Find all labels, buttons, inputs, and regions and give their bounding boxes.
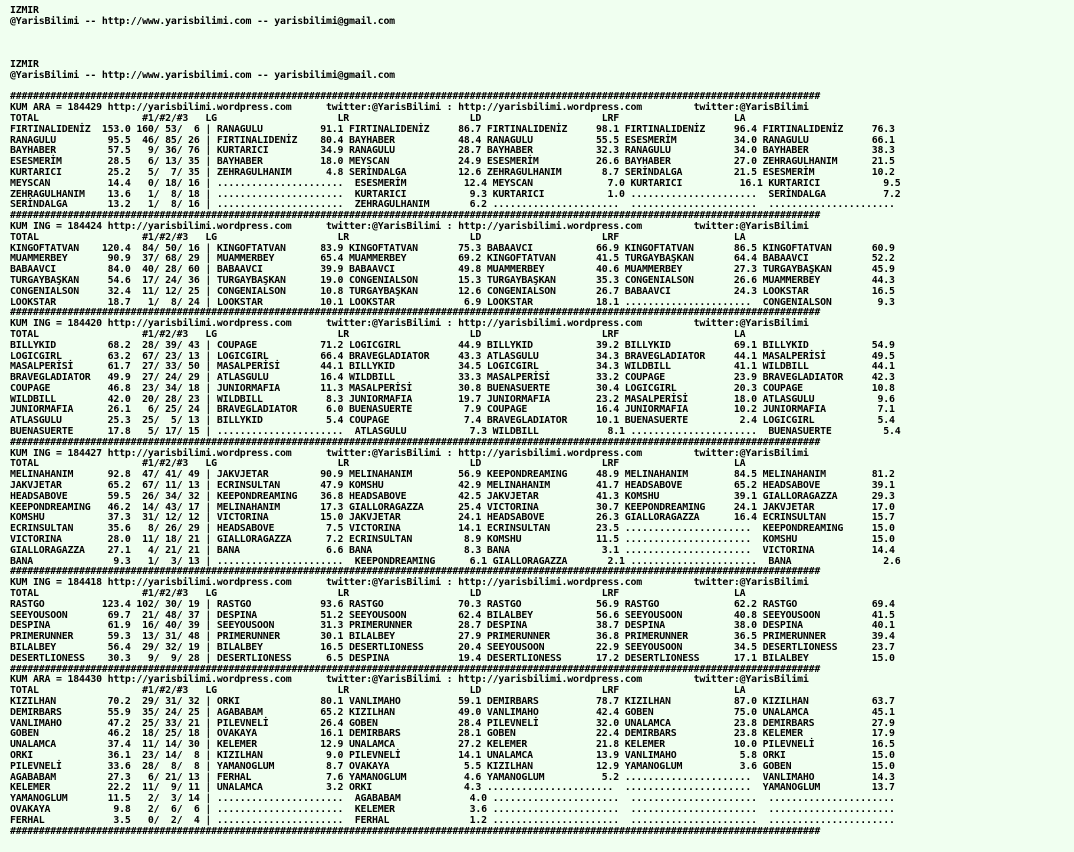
race-blocks	[10, 103, 1074, 837]
table-row: ATLASGULU 25.3 25/ 5/ 13 | BILLYKID 5.4 COUPAGE 7.4 BRAVEGLADIATOR 10.1 BUENASUERTE 2.4 LOGICGIRL 5.4	[10, 415, 895, 427]
race-header: KUM ARA = 184429 http://yarisbilimi.wordpress.com twitter:@YarisBilimi : http://yarisbilimi.wordpress.com twitter:@YarisBilimi	[10, 102, 809, 114]
table-row: DESERTLIONESS 30.3 9/ 9/ 28 | DESERTLIONESS 6.5 DESPINA 19.4 DESERTLIONESS 17.2 DESERTLIONESS 17.1 BILALBEY 15.0	[10, 652, 895, 664]
table-row: VICTORINA 28.0 11/ 18/ 21 | GIALLORAGAZZA 7.2 ECRINSULTAN 8.9 KOMSHU 11.5 ...................... KOMSHU 15.0	[10, 534, 895, 546]
spacer	[10, 38, 1074, 49]
table-row: VANLIMAHO 47.2 25/ 33/ 21 | PILEVNELİ 26.4 GOBEN 28.4 PILEVNELİ 32.0 UNALAMCA 23.8 DEMIRBARS 27.9	[10, 717, 895, 729]
spacer	[10, 49, 1074, 60]
table-row: PILEVNELİ 33.6 28/ 8/ 8 | YAMANOGLUM 8.7 OVAKAYA 5.5 KIZILHAN 12.9 YAMANOGLUM 3.6 GOBEN 15.0	[10, 760, 895, 772]
separator: #############################################################################################################################################	[10, 210, 821, 222]
separator: #############################################################################################################################################	[10, 436, 821, 448]
table-row: JAKVJETAR 65.2 67/ 11/ 13 | ECRINSULTAN 47.9 KOMSHU 42.9 MELINAHANIM 41.7 HEADSABOVE 65.2 HEADSABOVE 39.1	[10, 480, 895, 492]
separator: #############################################################################################################################################	[10, 566, 821, 578]
table-row: SERİNDALGA 13.2 1/ 8/ 16 | ...................... ZEHRAGULHANIM 6.2 ...................... ...................... ......................	[10, 199, 895, 211]
column-header: TOTAL #1/#2/#3 LG LR LD LRF LA	[10, 685, 746, 697]
table-row: KOMSHU 37.3 31/ 12/ 12 | VICTORINA 15.0 JAKVJETAR 24.1 HEADSABOVE 26.3 GIALLORAGAZZA 16.4 ECRINSULTAN 15.7	[10, 512, 895, 524]
separator: #############################################################################################################################################	[10, 307, 821, 319]
race-header: KUM ING = 184418 http://yarisbilimi.wordpress.com twitter:@YarisBilimi : http://yarisbilimi.wordpress.com twitter:@YarisBilimi	[10, 577, 809, 589]
table-row: BABAAVCI 84.0 40/ 28/ 60 | BABAAVCI 39.9 BABAAVCI 49.8 MUAMMERBEY 40.6 MUAMMERBEY 27.3 TURGAYBAŞKAN 45.9	[10, 264, 895, 276]
table-row: ECRINSULTAN 35.6 8/ 26/ 29 | HEADSABOVE 7.5 VICTORINA 14.1 ECRINSULTAN 23.5 ...................... KEEPONDREAMING 15.0	[10, 523, 895, 535]
page-title-repeat: IZMIR	[10, 58, 39, 70]
table-row: TURGAYBAŞKAN 54.6 17/ 24/ 36 | TURGAYBAŞKAN 19.0 CONGENIALSON 15.3 TURGAYBAŞKAN 35.3 CONGENIALSON 26.6 MUAMMERBEY 44.3	[10, 274, 895, 286]
table-row: OVAKAYA 9.8 2/ 6/ 6 | ...................... KELEMER 3.6 ...................... ...................... ......................	[10, 803, 895, 815]
table-row: JUNIORMAFIA 26.1 6/ 25/ 24 | BRAVEGLADIATOR 6.0 BUENASUERTE 7.9 COUPAGE 16.4 JUNIORMAFIA 10.2 JUNIORMAFIA 7.1	[10, 404, 895, 416]
race-header: KUM ARA = 184430 http://yarisbilimi.wordpress.com twitter:@YarisBilimi : http://yarisbilimi.wordpress.com twitter:@YarisBilimi	[10, 674, 809, 686]
table-row: LOOKSTAR 18.7 1/ 8/ 24 | LOOKSTAR 10.1 LOOKSTAR 6.9 LOOKSTAR 18.1 ...................... CONGENIALSON 9.3	[10, 296, 895, 308]
table-row: KELEMER 22.2 11/ 9/ 11 | UNALAMCA 3.2 ORKI 4.3 ...................... ...................... YAMANOGLUM 13.7	[10, 782, 895, 794]
column-header: TOTAL #1/#2/#3 LG LR LD LRF LA	[10, 458, 746, 470]
race-header: KUM ING = 184427 http://yarisbilimi.wordpress.com twitter:@YarisBilimi : http://yarisbilimi.wordpress.com twitter:@YarisBilimi	[10, 447, 809, 459]
separator: #############################################################################################################################################	[10, 663, 821, 675]
table-row: WILDBILL 42.0 20/ 28/ 23 | WILDBILL 8.3 JUNIORMAFIA 19.7 JUNIORMAFIA 23.2 MASALPERİSİ 18.0 ATLASGULU 9.6	[10, 393, 895, 405]
table-row: FERHAL 3.5 0/ 2/ 4 | ...................... FERHAL 1.2 ...................... ...................... ......................	[10, 814, 895, 826]
table-row: MASALPERİSİ 61.7 27/ 33/ 50 | MASALPERİSİ 44.1 BILLYKID 34.5 LOGICGIRL 34.3 WILDBILL 41.1 WILDBILL 44.1	[10, 361, 895, 373]
table-row: CONGENIALSON 32.4 11/ 12/ 25 | CONGENIALSON 10.8 TURGAYBAŞKAN 12.6 CONGENIALSON 26.7 BABAAVCI 24.3 LOOKSTAR 16.5	[10, 285, 895, 297]
table-row: GIALLORAGAZZA 27.1 4/ 21/ 21 | BANA 6.6 BANA 8.3 BANA 3.1 ...................... VICTORINA 14.4	[10, 544, 895, 556]
contact-line: @YarisBilimi -- http://www.yarisbilimi.com -- yarisbilimi@gmail.com	[10, 15, 395, 27]
column-header: TOTAL #1/#2/#3 LG LR LD LRF LA	[10, 231, 746, 243]
table-row: MEYSCAN 14.4 0/ 18/ 16 | ...................... ESESMERİM 12.4 MEYSCAN 7.0 KURTARICI 16.1 KURTARICI 9.5	[10, 177, 901, 189]
page-title: IZMIR	[10, 5, 39, 16]
table-row: GOBEN 46.2 18/ 25/ 18 | OVAKAYA 16.1 DEMIRBARS 28.1 GOBEN 22.4 DEMIRBARS 23.8 KELEMER 17.9	[10, 728, 895, 740]
table-row: COUPAGE 46.8 23/ 34/ 18 | JUNIORMAFIA 11.3 MASALPERİSİ 30.8 BUENASUERTE 30.4 LOGICGIRL 20.3 COUPAGE 10.8	[10, 382, 895, 394]
table-row: AGABABAM 27.3 6/ 21/ 13 | FERHAL 7.6 YAMANOGLUM 4.6 YAMANOGLUM 5.2 ...................... VANLIMAHO 14.3	[10, 771, 895, 783]
spacer	[10, 28, 1074, 39]
table-row: RASTGO 123.4 102/ 30/ 19 | RASTGO 93.6 RASTGO 70.3 RASTGO 56.9 RASTGO 62.2 RASTGO 69.4	[10, 598, 895, 610]
table-row: RANAGULU 95.5 46/ 85/ 26 | FIRTINALIDENİZ 80.4 BAYHABER 48.4 RANAGULU 55.5 ESESMERİM 34.0 RANAGULU 66.1	[10, 134, 895, 146]
table-row: SEEYOUSOON 69.7 21/ 48/ 37 | DESPINA 51.2 SEEYOUSOON 62.4 BILALBEY 56.6 SEEYOUSOON 40.8 SEEYOUSOON 41.5	[10, 609, 895, 621]
race-header: KUM ING = 184424 http://yarisbilimi.wordpress.com twitter:@YarisBilimi : http://yarisbilimi.wordpress.com twitter:@YarisBilimi	[10, 220, 809, 232]
table-row: ZEHRAGULHANIM 13.6 1/ 8/ 18 | ...................... KURTARICI 9.3 KURTARICI 1.0 ...................... SERİNDALGA 7.2	[10, 188, 901, 200]
table-row: KURTARICI 25.2 5/ 7/ 35 | ZEHRAGULHANIM 4.8 SERİNDALGA 12.6 ZEHRAGULHANIM 8.7 SERİNDALGA 21.5 ESESMERİM 10.2	[10, 166, 895, 178]
table-row: HEADSABOVE 59.5 26/ 34/ 32 | KEEPONDREAMING 36.8 HEADSABOVE 42.5 JAKVJETAR 41.3 KOMSHU 39.1 GIALLORAGAZZA 29.3	[10, 490, 895, 502]
table-row: YAMANOGLUM 11.5 2/ 3/ 14 | ...................... AGABABAM 4.0 ...................... ...................... ......................	[10, 793, 895, 805]
table-row: KEEPONDREAMING 46.2 14/ 43/ 17 | MELINAHANIM 17.3 GIALLORAGAZZA 25.4 VICTORINA 30.7 KEEPONDREAMING 24.1 JAKVJETAR 17.0	[10, 501, 895, 513]
table-row: DEMIRBARS 55.9 35/ 24/ 25 | AGABABAM 65.2 KIZILHAN 49.0 VANLIMAHO 42.4 GOBEN 75.0 UNALAMCA 45.1	[10, 706, 895, 718]
table-row: ESESMERİM 28.5 6/ 13/ 35 | BAYHABER 18.0 MEYSCAN 24.9 ESESMERİM 26.6 BAYHABER 27.0 ZEHRAGULHANIM 21.5	[10, 156, 895, 168]
table-row: PRIMERUNNER 59.3 13/ 31/ 48 | PRIMERUNNER 30.1 BILALBEY 27.9 PRIMERUNNER 36.8 PRIMERUNNER 36.5 PRIMERUNNER 39.4	[10, 631, 895, 643]
table-row: KIZILHAN 70.2 29/ 31/ 32 | ORKI 80.1 VANLIMAHO 59.1 DEMIRBARS 78.7 KIZILHAN 87.0 KIZILHAN 63.7	[10, 696, 895, 707]
separator: #############################################################################################################################################	[10, 91, 821, 103]
separator: #############################################################################################################################################	[10, 825, 821, 837]
table-row: ORKI 36.1 23/ 14/ 8 | KIZILHAN 9.0 PILEVNELİ 14.1 UNALAMCA 13.9 VANLIMAHO 5.8 ORKI 15.0	[10, 749, 895, 761]
table-row: BRAVEGLADIATOR 49.9 27/ 24/ 29 | ATLASGULU 16.4 WILDBILL 33.3 MASALPERİSİ 33.2 COUPAGE 23.9 BRAVEGLADIATOR 42.3	[10, 372, 895, 384]
race-header: KUM ING = 184420 http://yarisbilimi.wordpress.com twitter:@YarisBilimi : http://yarisbilimi.wordpress.com twitter:@YarisBilimi	[10, 318, 809, 330]
column-header: TOTAL #1/#2/#3 LG LR LD LRF LA	[10, 328, 746, 340]
table-row: UNALAMCA 37.4 11/ 14/ 30 | KELEMER 12.9 UNALAMCA 27.2 KELEMER 21.8 KELEMER 10.0 PILEVNELİ 16.5	[10, 739, 895, 751]
table-row: BILLYKID 68.2 28/ 39/ 43 | COUPAGE 71.2 LOGICGIRL 44.9 BILLYKID 39.2 BILLYKID 69.1 BILLYKID 54.9	[10, 339, 895, 351]
table-row: LOGICGIRL 63.2 67/ 23/ 13 | LOGICGIRL 66.4 BRAVEGLADIATOR 43.3 ATLASGULU 34.3 BRAVEGLADIATOR 44.1 MASALPERİSİ 49.5	[10, 350, 895, 362]
table-row: MELINAHANIM 92.8 47/ 41/ 49 | JAKVJETAR 90.9 MELINAHANIM 56.9 KEEPONDREAMING 48.9 MELINAHANIM 84.5 MELINAHANIM 81.2	[10, 469, 895, 481]
column-header: TOTAL #1/#2/#3 LG LR LD LRF LA	[10, 112, 746, 124]
table-row: MUAMMERBEY 90.9 37/ 68/ 29 | MUAMMERBEY 65.4 MUAMMERBEY 69.2 KINGOFTATVAN 41.5 TURGAYBAŞKAN 64.4 BABAAVCI 52.2	[10, 253, 895, 265]
table-row: BILALBEY 56.4 29/ 32/ 19 | BILALBEY 16.5 DESERTLIONESS 20.4 SEEYOUSOON 22.9 SEEYOUSOON 34.5 DESERTLIONESS 23.7	[10, 642, 895, 654]
table-row: KINGOFTATVAN 120.4 84/ 50/ 16 | KINGOFTATVAN 83.9 KINGOFTATVAN 75.3 BABAAVCI 66.9 KINGOFTATVAN 86.5 KINGOFTATVAN 60.9	[10, 242, 895, 254]
contact-line-repeat: @YarisBilimi -- http://www.yarisbilimi.com -- yarisbilimi@gmail.com	[10, 69, 395, 81]
table-row: BAYHABER 57.5 9/ 36/ 76 | KURTARICI 34.9 RANAGULU 28.7 BAYHABER 32.3 RANAGULU 34.0 BAYHABER 38.3	[10, 145, 895, 157]
table-row: BUENASUERTE 17.8 5/ 17/ 15 | ...................... ATLASGULU 7.3 WILDBILL 8.1 ...................... BUENASUERTE 5.4	[10, 426, 901, 438]
column-header: TOTAL #1/#2/#3 LG LR LD LRF LA	[10, 588, 746, 600]
table-row: DESPINA 61.9 16/ 40/ 39 | SEEYOUSOON 31.3 PRIMERUNNER 28.7 DESPINA 38.7 DESPINA 38.0 DESPINA 40.1	[10, 620, 895, 632]
table-row: BANA 9.3 1/ 3/ 13 | ...................... KEEPONDREAMING 6.1 GIALLORAGAZZA 2.1 ...................... BANA 2.6	[10, 555, 901, 567]
table-row: FIRTINALIDENİZ 153.0 160/ 53/ 6 | RANAGULU 91.1 FIRTINALIDENİZ 86.7 FIRTINALIDENİZ 98.1 FIRTINALIDENİZ 96.4 FIRTINALIDENİZ 76.3	[10, 123, 895, 135]
